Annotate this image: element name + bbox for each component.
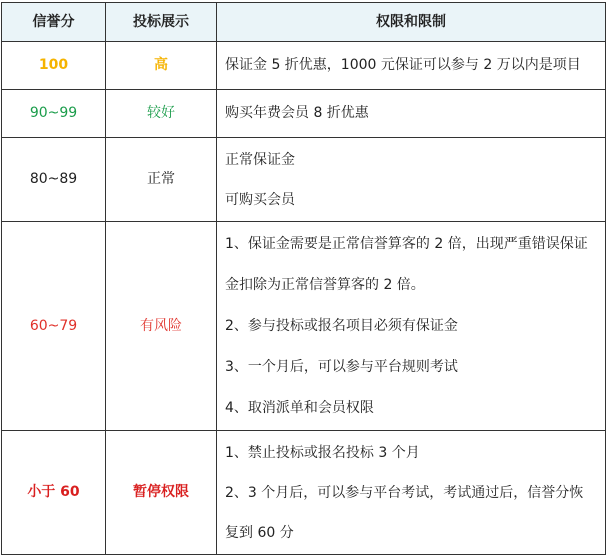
table-row-80-89 (2, 138, 606, 222)
score-cell: 80~89 (2, 138, 106, 222)
rights-cell (217, 90, 606, 138)
rights-line: 2、3 个月后，可以参与平台考试，考试通过后，信誉分恢 (225, 484, 584, 501)
score-cell: 100 (2, 42, 106, 90)
display-cell: 较好 (106, 90, 217, 138)
score-cell: 90~99 (2, 90, 106, 138)
rights-line: 1、禁止投标或报名投标 3 个月 (225, 444, 420, 461)
display-cell: 有风险 (106, 222, 217, 431)
rights-line: 3、一个月后，可以参与平台规则考试 (225, 358, 458, 375)
rights-line: 金扣除为正常信誉算客的 2 倍。 (225, 276, 425, 293)
header-score: 信誉分 (2, 3, 106, 42)
rights-cell (217, 138, 606, 222)
display-cell: 高 (106, 42, 217, 90)
table-row-below-60 (2, 431, 606, 555)
table-row-90-99 (2, 90, 606, 138)
table-row-60-79 (2, 222, 606, 431)
rights-line: 4、取消派单和会员权限 (225, 399, 374, 416)
rights-line: 正常保证金 (225, 151, 295, 168)
score-cell: 60~79 (2, 222, 106, 431)
score-cell: 小于 60 (2, 431, 106, 555)
rights-cell (217, 222, 606, 431)
rights-line: 1、保证金需要是正常信誉算客的 2 倍，出现严重错误保证 (225, 235, 588, 252)
credit-score-table (1, 2, 606, 555)
display-cell: 暂停权限 (106, 431, 217, 555)
rights-line: 复到 60 分 (225, 524, 294, 541)
rights-cell (217, 42, 606, 90)
rights-cell (217, 431, 606, 555)
table-header-row (2, 3, 606, 42)
rights-line: 可购买会员 (225, 191, 295, 208)
header-display: 投标展示 (106, 3, 217, 42)
rights-line: 2、参与投标或报名项目必须有保证金 (225, 317, 458, 334)
display-cell: 正常 (106, 138, 217, 222)
rights-line: 购买年费会员 8 折优惠 (225, 105, 369, 122)
header-rights: 权限和限制 (217, 3, 606, 42)
table-row-100 (2, 42, 606, 90)
rights-line: 保证金 5 折优惠，1000 元保证可以参与 2 万以内是项目 (225, 57, 581, 74)
